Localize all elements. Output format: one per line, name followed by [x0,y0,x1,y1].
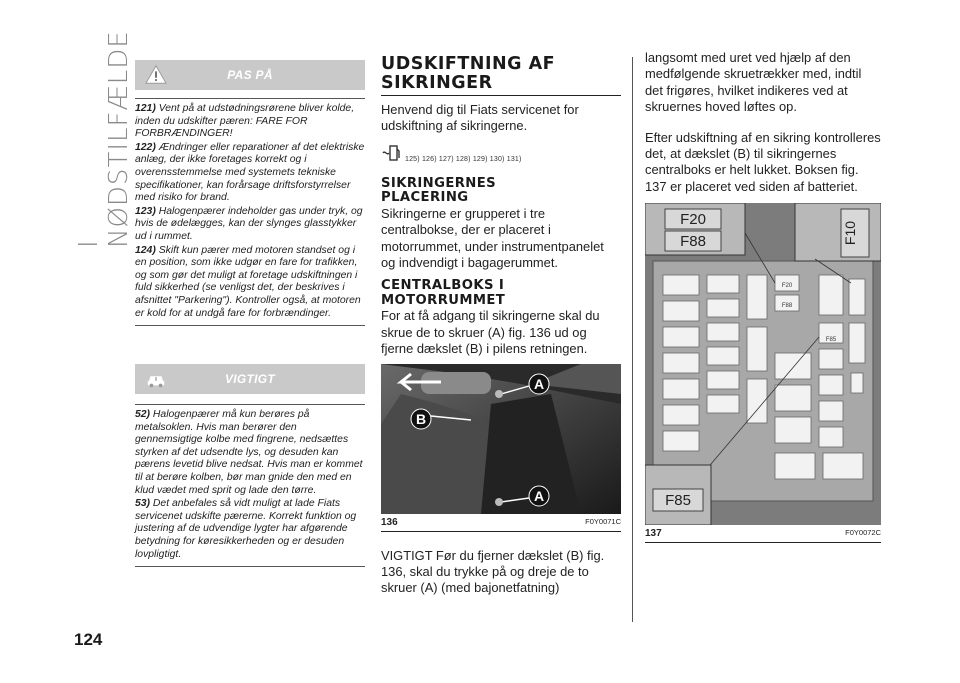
important-box [135,364,365,567]
placement-text: Sikringerne er grupperet i tre centralbokse, der er placeret i motorrummet, under instrumentpanelet og indvendigt i bagagerummet. [381,205,604,271]
svg-text:F10: F10 [842,221,858,246]
fuel-pump-icon [381,143,401,163]
svg-text:F20: F20 [680,211,706,229]
warning-item: 124) Skift kun pærer med motoren standset og i en position, som ikke udgør en fare for trafikken, og som gør det muligt at foretage udskiftningen i fuld sikkerhed (se venligst det, der beskrives i afsnittet "Parkering"). Kontroller også, at motoren er kold for at undgå fare for forbrændinger. [135,244,361,319]
heading-engine-fusebox: CENTRALBOKS I MOTORRUMMET [381,278,506,308]
label-a-bottom [529,486,549,506]
column-divider [632,57,633,622]
after-replacement-text: Efter udskiftning af en sikring kontrolleres det, at dækslet (B) til sikringernes centralboks er helt lukket. Boksen fig. 137 er placeret ved siden af batteriet. [645,129,881,194]
svg-text:A: A [533,487,545,504]
warning-box-header [135,60,365,90]
figure-136-photo [381,364,621,514]
warning-triangle-icon [145,64,167,86]
warning-item: 123) Halogenpærer indeholder gas under tryk, og hvis de ødelægges, kan der slynges glasstykker ud i rummet. [135,205,363,242]
label-b [411,409,431,429]
svg-text:F85: F85 [825,337,837,344]
label-a-top [529,374,549,394]
figure-136-caption: 136 F0Y0071C [381,514,621,532]
heading-fuse-placement: SIKRINGERNES PLACERING [381,175,497,206]
heading-rule [381,95,621,96]
svg-text:F88: F88 [781,303,793,310]
svg-text:F85: F85 [665,492,691,510]
page-number: 124 [74,630,103,649]
important-list [135,404,365,567]
svg-text:B: B [415,410,427,427]
important-note-text: VIGTIGT Før du fjerner dækslet (B) fig. 136, skal du trykke på og dreje de to skruer (A) (med bajonetfatning) [381,547,605,596]
svg-text:F88: F88 [680,233,706,251]
engine-fusebox-text: For at få adgang til sikringerne skal du skrue de to skruer (A) fig. 136 ud og fjerne dækslet (B) i pilens retningen. [381,308,600,357]
intro-text: Henvend dig til Fiats servicenet for udskiftning af sikringerne. [381,102,579,134]
svg-text:F20: F20 [781,283,793,290]
heading-fuse-replacement: UDSKIFTNING AF SIKRINGER [381,54,556,93]
warning-heading: PAS PÅ [227,68,273,82]
engine-bay-illustration [381,364,621,514]
car-warning-icon [145,368,167,390]
figure-137-fusebox [645,203,881,525]
reference-numbers: 125) 126) 127) 128) 129) 130) 131) [405,155,522,163]
important-item: 53) Det anbefales så vidt muligt at lade Fiats servicenet udskifte pærerne. Korrekt funktion og justering af de udvendige lygter har afgørende betydning for køresikkerheden og er desuden lovpligtigt. [135,498,357,560]
warning-list [135,98,365,326]
svg-text:A: A [533,375,545,392]
fusebox-diagram [645,203,881,525]
important-box-header [135,364,365,394]
middle-column [381,55,621,597]
warning-item: 121) Vent på at udstødningsrørene bliver kolde, inden du udskifter pæren: FARE FOR FORBRÆNDINGER! [135,103,355,140]
important-item: 52) Halogenpærer må kun berøres på metalsoklen. Hvis man berører den gennemsigtige kolbe med fingrene, nedsættes styrken af det udsendte lys, og desuden kan pærens levetid blive nedsat. Hvis man er kommet til at berøre kolben, bør man gnide den med en klud vædet med sprit og lade den tørre. [135,409,363,496]
unscrew-text: langsomt med uret ved hjælp af den medfølgende skruetrækker med, indtil det frigøres, hvilket indikeres ved at skruernes hoved løftes op. [645,50,862,115]
right-column [645,50,881,543]
reference-row [381,139,621,163]
warning-item: 122) Ændringer eller reparationer af det elektriske anlæg, der ikke foretages korrekt og i overensstemmelse med systemets tekniske specifikationer, kan forårsage driftsforstyrrelser med risiko for brand. [135,141,365,204]
warning-box [135,60,365,326]
important-heading: VIGTIGT [224,372,276,386]
chapter-title: I NØDSTILFÆLDE [74,30,134,248]
figure-137-caption: 137 F0Y0072C [645,525,881,543]
